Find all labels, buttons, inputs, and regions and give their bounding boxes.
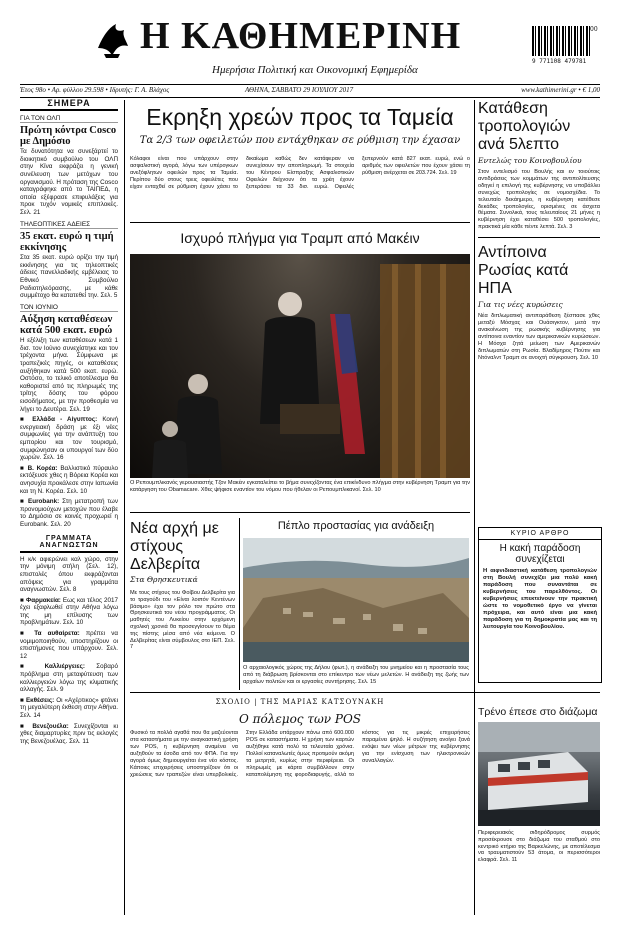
senate-scene-illustration bbox=[130, 254, 470, 478]
train-photo[interactable] bbox=[478, 722, 600, 826]
right-headline[interactable]: Κατάθεση τροπολογιών ανά 5λεπτο bbox=[478, 100, 571, 153]
brief-text: Η εξέλιξη των καταθέσεων κατά 1 δισ. τον Ιούνιο συνεχίστηκε και τον τρέχοντα μήνα. Σύμφωνα με τραπεζικές πηγές, οι καταθέσεις αυξήθηκαν κατά 500 εκατ. ευρώ. Οστόσο, το τελικό αποτέλεσμα θα καθοριστεί από τις πληρωμές της τρίτης δόσης του φόρου εισοδήματος, με την προθεσμία να λήγει το Δευτέρα. Σελ. 19 bbox=[20, 337, 118, 413]
info-bar bbox=[20, 84, 600, 98]
newspaper-subtitle: Ημερήσια Πολιτική και Οικονομική Εφημερίδα bbox=[212, 64, 418, 76]
editorial-box bbox=[478, 527, 602, 683]
kicker: ΤΗΛΕΟΠΤΙΚΕΣ ΑΔΕΙΕΣ bbox=[20, 221, 118, 230]
left-column bbox=[20, 100, 118, 915]
bullet-item: ■ Καλλιέργειες: Σοβαρό πρόβλημα στη μεταφύτευση των καλλιεργειών λόγω της κλιματικής αλλαγής. Σελ. 9 bbox=[20, 663, 119, 694]
peplo-caption: Ο αρχαιολογικός χώρος της Δήλου (φωτ.), η ανάδειξη του μνημείου και η προστασία τους από τη διάβρωση βρίσκονται στο επίκεντρο των νέων μελετών. Η ανάδειξη της ζωής των αρχαίων πολιτών και οι εργασίες συντήρησης. Σελ. 15 bbox=[243, 665, 469, 685]
newspaper-title: Η ΚΑΘΗΜΕΡΙΝΗ bbox=[140, 15, 462, 57]
kicker: ΤΟΝ ΙΟΥΝΙΟ bbox=[20, 304, 118, 313]
brief-headline[interactable]: Αύξηση καταθέσεων κατά 500 εκατ. ευρώ bbox=[20, 314, 113, 337]
right-story-text-2: Νέα διπλωματική αντιπαράθεση ξέσπασε χθες μεταξύ Μόσχας και Ουάσιγκτον, μετά την ανακοίνωση της ρωσικής κυβέρνησης για αντίποινα εναντίον των αμερικανικών κυρώσεων. Η Μόσχα ζητά μείωση των Αμερικανών διπλωματών στη Ρωσία. Βλαδίμηρος Πούτιν και Ντόναλντ Τραμπ σε ανοιχτή σύγκρουση. Σελ. 10 bbox=[478, 313, 600, 361]
article-text: Με τους στίχους του Φοίβου Δελβερίτα για το τραγούδι του «Είναι λοιπόν Κεντένων βάσιμο» έχει τον ρόλο τον πρώτο στα Θρησκευτικά του νέου προγράμματος. Οι μαθητές του Λυκείου στην ερχόμενη σχολική χρονιά θα προσεγγίσουν το θέμα της πίστης μέσα από νέα κείμενα. Ο Δελβερίτας είναι σύμβουλος στο ΙΕΠ. Σελ. 7 bbox=[130, 590, 235, 651]
divider bbox=[130, 692, 600, 693]
photo-headline[interactable]: Ισχυρό πλήγμα για Τραμπ από Μακέιν bbox=[180, 230, 420, 246]
bullet-item: ■ Ελλάδα - Αίγυπτος: Κοινή ενεργειακή δράση με έξι νέες συμφωνίες για την ανάπτυξη του εμπορίου και τον τουρισμό, συμφώνησαν οι υπουργοί των δύο χωρών. Σελ. 16 bbox=[20, 416, 118, 462]
right-subheadline-2: Για τις νέες κυρώσεις bbox=[478, 300, 563, 310]
main-headline[interactable]: Εκρηξη χρεών προς τα Ταμεία bbox=[146, 104, 454, 130]
column-divider bbox=[474, 100, 475, 915]
bullet-item: ■ Eurobank: Στη μετατροπή των προνομιούχων μετοχών που έλαβε το Δημόσιο σε κοινές προχωρεί η Eurobank. Σελ. 20 bbox=[20, 498, 118, 528]
editorial-headline[interactable]: Η κακή παράδοση συνεχίζεται bbox=[499, 543, 581, 565]
bullet-item: Η κ/κ αφιερώνει καλ χώρο, στην την μόνιμη στήλη (Σελ. 12), επιστολές όπου εκφράζονται απόψεις για γραμμάτα αναγνωστών. Σελ. 8 bbox=[20, 555, 118, 594]
divider bbox=[130, 512, 470, 513]
comment-text: Φυσικό τα πολλά αγαθά που θα μαζεύονται στα καταστήματα με την αναγκαστική χρήση των POS, η κυβέρνηση αναμένει να αυξηθούν τα έσοδα από τον ΦΠΑ. Για την αγορά όμως δημιουργείται ένα νέο κόστος. Κάποιες επιχειρήσεις υποστηρίζουν ότι οι χρεώσεις των τραπεζών είναι υπερβολικές. Στην Ελλάδα υπάρχουν πάνω από 600.000 POS σε καταστήματα. Η χρήση των καρτών αυξήθηκε κατά πολύ τα τελευταία χρόνια. Πολλοί καταναλωτές όμως προτιμούν ακόμη τα μετρητά, κυρίως στην περιφέρεια. Οι πληρωμές με κάρτα συμβάλλουν στην καταπολέμηση της φοροδιαφυγής, αλλά το κόστος για τις μικρές επιχειρήσεις παραμένει ψηλό. Η συζήτηση ανοίγει ξανά ενόψει των νέων μέτρων της κυβέρνησης για την ενίσχυση των ηλεκτρονικών συναλλαγών. bbox=[130, 730, 470, 778]
brief-headline[interactable]: 35 εκατ. ευρώ η τιμή εκκίνησης bbox=[20, 231, 114, 254]
brief-text: Στα 35 εκατ. ευρώ ορίζει την τιμή εκκίνησης για τις τηλεοπτικές άδειες πανελλαδικής εμβέλειας το Εθνικό Συμβούλιο Ραδιοτηλεόρασης, με κάθε συμμέτοχο θα κατατεθεί την. Σελ. 5 bbox=[20, 254, 118, 300]
train-caption: Περιφερειακός σιδηρόδρομος συρμός προσέκρουσε στο διάζωμα του σταθμού στο κεντρικό κτήριο της Βαρκελώνης, με αποτέλεσμα να τραυματιστούν 53 άτομα, οι περισσότεροι ελαφρά. Σελ. 11 bbox=[478, 830, 600, 864]
kicker: ΓΙΑ ΤΟΝ ΟΛΠ bbox=[20, 115, 118, 124]
delos-photo[interactable] bbox=[243, 538, 469, 662]
editorial-label: ΚΥΡΙΟ ΑΡΘΡΟ bbox=[479, 528, 601, 540]
photo-caption: Ο Ρεπουμπλικανός γερουσιαστής Τζον Μακέιν εγκαταλείπει το βήμα συνεχίζοντας ένα επικίνδυνο πλήγμα στην κυβέρνηση Τραμπ για την κατάργηση του Obamacare. Χθες ψήφισε εναντίον του νόμου που ήθελαν οι Ρεπουμπλικανοί. Σελ. 10 bbox=[130, 480, 470, 493]
griffin-logo-icon bbox=[94, 18, 130, 60]
bullet-item: ■ Βενεζουέλα: Συνεχίζονται κι χθες διαμαρτυρίες πριν τις εκλογές της Βενεζουέλας. Σελ. 11 bbox=[20, 722, 118, 745]
issue-date: ΑΘΗΝΑ, ΣΑΒΒΑΤΟ 29 ΙΟΥΛΙΟΥ 2017 bbox=[245, 86, 354, 94]
site-price: www.kathimerini.gr • € 1,00 bbox=[521, 86, 600, 94]
main-story-text: Κόλαφοι είναι που υπάρχουν στην ασφαλιστική αγορά, λόγω των υπέρογκων ανεξόφλητων οφειλών προς τα Ταμεία. Περίπου δύο στους τρεις οφειλέτες που είχαν ενταχθεί σε ρύθμιση έχουν χάσει το δικαίωμα καθώς δεν κατάφεραν να συνεχίσουν την αποπληρωμή. Τα στοιχεία του Κέντρου Είσπραξης Ασφαλιστικών Οφειλών δείχνουν ότι τα χρέη έχουν ξεπεράσει τα 33 δισ. ευρώ. Οφειλές ξεπερνούν κατά 827 εκατ. ευρώ, ενώ ο αριθμός των οφειλετών που έχουν χάσει τη ρύθμιση ανέρχεται σε 203.724. Σελ. 19 bbox=[130, 156, 470, 190]
issue-info: Έτος 98ο • Αρ. φύλλου 29.598 • Ιδρυτής: Γ. Α. Βλάχος bbox=[20, 86, 170, 94]
right-headline-2[interactable]: Αντίποινα Ρωσίας κατά ΗΠΑ bbox=[478, 244, 569, 298]
main-subheadline: Τα 2/3 των οφειλετών που εντάχθηκαν σε ρύθμιση την έχασαν bbox=[139, 135, 461, 146]
bullet-item: ■ Φαρμακεία: Εως και τέλος 2017 έχει εξαφλωθεί στην Αθήνα λόγω της μη επίλυσης των προβλημάτων. Σελ. 10 bbox=[20, 596, 119, 627]
right-subheadline: Εντελώς του Κοινοβουλίου bbox=[478, 156, 582, 165]
archaeological-site-illustration bbox=[243, 538, 469, 662]
brief-headline[interactable]: Πρώτη κόντρα Cosco με Δημόσιο bbox=[20, 125, 117, 148]
divider bbox=[130, 222, 470, 223]
section-today: ΣΗΜΕΡΑ bbox=[20, 100, 118, 111]
brief-text: Τα δυνατότητα να συνεξάρτεί το διοικητικό συμβούλιο του ΟΛΠ στην Κίνα εκφράζει η γενική συνέλευση των μετόχων του οργανισμού. Η πρόταση της Cosco καταγράφηκε από το ΤΑΙΠΕΔ, η οποία εξέφρασε επιφυλάξεις για προκ τυχόν νομικές επιπλοκές. Σελ. 21 bbox=[20, 148, 118, 216]
comment-label: ΣΧΟΛΙΟ | ΤΗΣ ΜΑΡΙΑΣ ΚΑΤΣΟΥΝΑΚΗ bbox=[215, 698, 385, 706]
barcode-suffix: 00 bbox=[590, 26, 598, 33]
bullet-item: ■ Εκθέσεις: Οι «Αχέρτικος» φτάνει τη μεγαλύτερη έκθεση στην Αθήνα. Σελ. 14 bbox=[20, 696, 118, 719]
barcode-icon bbox=[532, 26, 590, 56]
right-story-text: Στον εντελισμό του Βουλής και εν τοιούτοις αντιδράσεις των κομμάτων της αντιπολίτευσης οδηγεί η επιλογή της κυβέρνησης να υποβάλλει συνεχώς τροπολογίες σε νομοσχέδια. Το τελευταίο δεκάημερο, η κυβέρνηση κατέθεσε δεκάδες τροπολογίες, ορισμένες σε άσχετα θέματα. Συνολικά, τους τελευταίους 21 μήνες η κυβέρνηση έχει καταθέσει 500 τροπολογίες, πρακτικά μία κάθε πέντε λεπτά. Σελ. 3 bbox=[478, 169, 600, 231]
bullet-item: ■ Β. Κορέα: Βαλλιστικό πύραυλο εκτόξευσε χθες η Βόρεια Κορέα και ανησυχία προκάλεσε στην Ιαπωνία και τη Ν. Κορέα. Σελ. 10 bbox=[20, 464, 118, 495]
article-headline[interactable]: Νέα αρχή με στίχους Δελβερίτα bbox=[130, 520, 219, 573]
section-letters: ΓΡΑΜΜΑΤΑ ΑΝΑΓΝΩΣΤΩΝ bbox=[20, 535, 118, 553]
bullet-item: ■ Τα αυθαίρετα: πρέπει να νομιμοποιηθούν, υποστηρίζουν οι επιστήμονες που υπάρχουν. Σελ. 12 bbox=[20, 630, 119, 660]
barcode-number: 9 771108 479781 bbox=[532, 58, 587, 65]
column-divider bbox=[239, 518, 240, 690]
train-headline[interactable]: Τρένο έπεσε στο διάζωμα bbox=[478, 706, 598, 718]
peplo-headline[interactable]: Πέπλο προστασίας για ανάδειξη bbox=[277, 520, 435, 532]
train-illustration bbox=[478, 722, 600, 826]
divider bbox=[478, 237, 600, 238]
article-subheadline: Στα Θρησκευτικά bbox=[130, 575, 198, 584]
mccain-photo[interactable] bbox=[130, 254, 470, 478]
editorial-text: Η αιφνιδιαστική κατάθεση τροπολογιών στη Βουλή συνεχίζει μια πολύ κακή παράδοση που συναντάται σε κυβερνήσεις του παρελθόντος. Οι κυβερνήσεις επεκτείνουν την πρακτική ώστε το νομοθετικό έργο να γίνεται πρόχειρα, και αυτό είναι μια κακή παράδοση για τη δημοκρατία μας και τη λειτουργία του Κοινοβουλίου. bbox=[483, 568, 597, 630]
comment-headline[interactable]: Ο πόλεμος των POS bbox=[238, 712, 362, 726]
right-column bbox=[478, 100, 600, 362]
masthead bbox=[0, 0, 620, 76]
column-divider bbox=[124, 100, 125, 915]
